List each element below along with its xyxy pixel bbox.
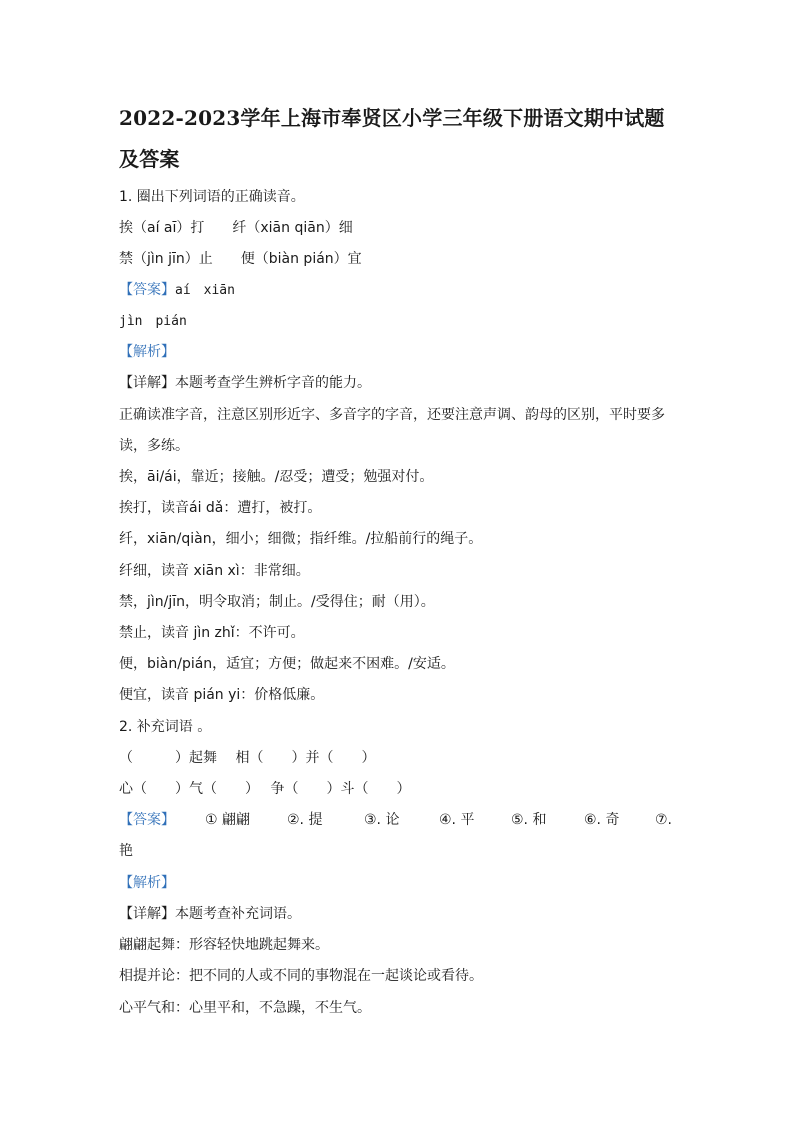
q1-explain-2: 挨打，读音ái dǎ：遭打，被打。 [119, 500, 322, 516]
q2-answer-7: ⑦. [655, 812, 673, 828]
q1-explain-7: 便，biàn/pián，适宜；方便；做起来不困难。/安适。 [119, 656, 455, 672]
q1-explain-5: 禁，jìn/jīn，明令取消；制止。/受得住；耐（用）。 [119, 594, 435, 610]
q2-answer [119, 810, 679, 830]
q2-detail [119, 904, 301, 924]
q1-detail-text: 本题考查学生辨析字音的能力。 [175, 375, 371, 391]
q2-answer-6: ⑥. 奇 [584, 812, 620, 828]
q1-answer-text-2: jìn pián [119, 314, 187, 329]
document-title-line-1: 2022-2023学年上海市奉贤区小学三年级下册语文期中试题 [119, 106, 665, 130]
q1-row-2: 禁（jìn jīn）止 便（biàn pián）宜 [119, 251, 362, 267]
detail-tag: 【详解】 [119, 906, 175, 922]
q2-explain-1: 翩翩起舞：形容轻快地跳起舞来。 [119, 937, 329, 953]
q2-stem: 2. 补充词语 。 [119, 719, 212, 735]
q1-explain-1: 挨，āi/ái，靠近；接触。/忍受；遭受；勉强对付。 [119, 469, 434, 485]
q1-paragraph-1b: 读，多练。 [119, 438, 189, 454]
answer-tag: 【答案】 [119, 812, 175, 828]
q2-explain-3: 心平气和：心里平和，不急躁，不生气。 [119, 1000, 371, 1016]
q2-detail-text: 本题考查补充词语。 [175, 906, 301, 922]
document-title-line-2: 及答案 [119, 147, 180, 171]
q1-explain-4: 纤细，读音 xiān xì：非常细。 [119, 563, 310, 579]
detail-tag: 【详解】 [119, 375, 175, 391]
q1-stem: 1. 圈出下列词语的正确读音。 [119, 189, 305, 205]
q2-analysis-tag: 【解析】 [119, 875, 175, 891]
q2-answer-4: ④. 平 [439, 812, 475, 828]
q2-answer-5: ⑤. 和 [511, 812, 547, 828]
q2-answer-2: ②. 提 [287, 812, 323, 828]
q2-row-1: （ ）起舞 相（ ）并（ ） [119, 750, 376, 766]
q2-answer-wrap: 艳 [119, 843, 133, 859]
q1-paragraph-1a: 正确读准字音，注意区别形近字、多音字的字音，还要注意声调、韵母的区别，平时要多 [119, 407, 665, 423]
q1-explain-8: 便宜，读音 pián yi：价格低廉。 [119, 687, 325, 703]
q1-explain-3: 纤，xiān/qiàn，细小；细微；指纤维。/拉船前行的绳子。 [119, 531, 483, 547]
q2-explain-2: 相提并论：把不同的人或不同的事物混在一起谈论或看待。 [119, 968, 483, 984]
q1-answer [119, 280, 235, 301]
q1-detail [119, 373, 371, 393]
q2-row-2: 心（ ）气（ ） 争（ ）斗（ ） [119, 781, 411, 797]
q1-answer-text-1: aí xiān [175, 283, 235, 298]
q2-answer-1: ① 翩翩 [205, 812, 251, 828]
answer-tag: 【答案】 [119, 282, 175, 298]
q2-answer-3: ③. 论 [364, 812, 400, 828]
q1-analysis-tag: 【解析】 [119, 344, 175, 360]
q1-explain-6: 禁止，读音 jìn zhǐ：不许可。 [119, 625, 305, 641]
q1-row-1: 挨（aí aī）打 纤（xiān qiān）细 [119, 220, 353, 236]
